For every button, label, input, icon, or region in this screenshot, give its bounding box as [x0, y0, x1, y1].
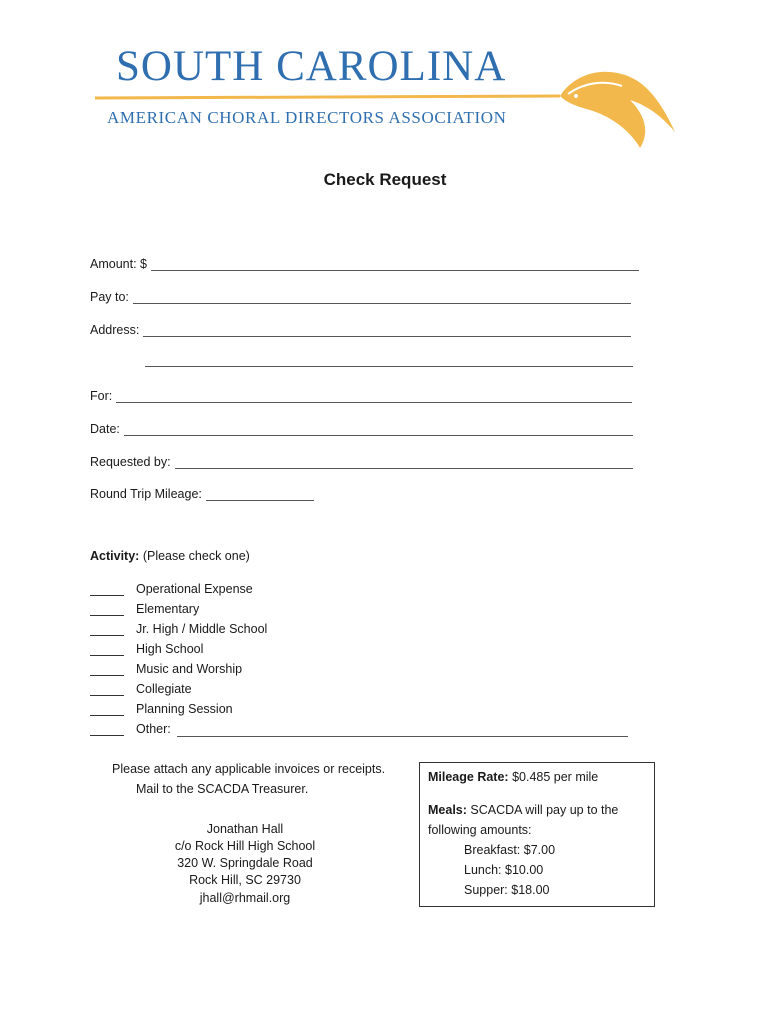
address-field[interactable] [90, 317, 631, 337]
activity-option-elementary: Elementary [136, 602, 200, 616]
activity-option-jr-high: Jr. High / Middle School [136, 622, 268, 636]
mileage-rate-label: Mileage Rate: [428, 770, 509, 784]
address-input-line[interactable] [143, 322, 631, 337]
other-input-line[interactable] [177, 722, 628, 737]
address-line-street: 320 W. Springdale Road [177, 856, 313, 870]
activity-option-high-school: High School [136, 642, 204, 656]
pay-to-label: Pay to: [90, 290, 129, 304]
activity-checkbox-high-school[interactable] [90, 643, 124, 656]
mileage-input-line[interactable] [206, 486, 314, 501]
breakfast-rate: Breakfast: $7.00 [464, 843, 556, 857]
attach-instruction: Please attach any applicable invoices or receipts. [112, 762, 386, 776]
address-line-city: Rock Hill, SC 29730 [189, 873, 301, 887]
mileage-field[interactable] [90, 481, 314, 501]
requested-by-input-line[interactable] [175, 454, 633, 469]
rates-box [419, 762, 655, 907]
for-field[interactable] [90, 383, 632, 403]
activity-option-music-worship: Music and Worship [136, 662, 243, 676]
mileage-rate-value: $0.485 per mile [512, 770, 599, 784]
date-field[interactable] [90, 416, 633, 436]
org-title: SOUTH CAROLINA [116, 43, 507, 90]
activity-checkbox-operational[interactable] [90, 583, 124, 596]
requested-by-field[interactable] [90, 449, 633, 469]
activity-checkbox-other[interactable] [90, 723, 124, 736]
amount-label: Amount: $ [90, 257, 147, 271]
date-input-line[interactable] [124, 421, 633, 436]
pay-to-field[interactable] [90, 284, 631, 304]
pay-to-input-line[interactable] [133, 289, 631, 304]
supper-rate: Supper: $18.00 [464, 883, 550, 897]
requested-by-label: Requested by: [90, 455, 171, 469]
activity-option-other: Other: [136, 722, 171, 736]
meals-label: Meals: [428, 803, 467, 817]
activity-checkbox-elementary[interactable] [90, 603, 124, 616]
date-label: Date: [90, 422, 120, 436]
lunch-rate: Lunch: $10.00 [464, 863, 544, 877]
org-subtitle: AMERICAN CHORAL DIRECTORS ASSOCIATION [107, 108, 507, 127]
activity-option-collegiate: Collegiate [136, 682, 192, 696]
activity-checkbox-music-worship[interactable] [90, 663, 124, 676]
mail-instruction: Mail to the SCACDA Treasurer. [136, 782, 309, 796]
mileage-label: Round Trip Mileage: [90, 487, 202, 501]
address-label: Address: [90, 323, 140, 337]
treasurer-name: Jonathan Hall [206, 822, 284, 836]
for-label: For: [90, 389, 113, 403]
address-line-school: c/o Rock Hill High School [174, 839, 316, 853]
activity-instruction: (Please check one) [142, 549, 250, 563]
activity-option-planning: Planning Session [136, 702, 233, 716]
amount-input-line[interactable] [151, 256, 639, 271]
activity-checkbox-planning[interactable] [90, 703, 124, 716]
meals-text-2: following amounts: [428, 823, 532, 837]
for-input-line[interactable] [116, 388, 632, 403]
amount-field[interactable] [90, 251, 639, 271]
activity-heading [90, 549, 250, 563]
treasurer-email[interactable]: jhall@rhmail.org [199, 891, 291, 905]
activity-checkbox-jr-high[interactable] [90, 623, 124, 636]
meals-line [428, 803, 618, 817]
page-title: Check Request [323, 170, 447, 189]
mileage-rate [428, 770, 598, 784]
address-line-2[interactable] [145, 352, 633, 367]
activity-heading-label: Activity: [90, 549, 140, 563]
meals-text-1: SCACDA will pay up to the [470, 803, 619, 817]
activity-checkbox-collegiate[interactable] [90, 683, 124, 696]
activity-option-operational: Operational Expense [136, 582, 253, 596]
